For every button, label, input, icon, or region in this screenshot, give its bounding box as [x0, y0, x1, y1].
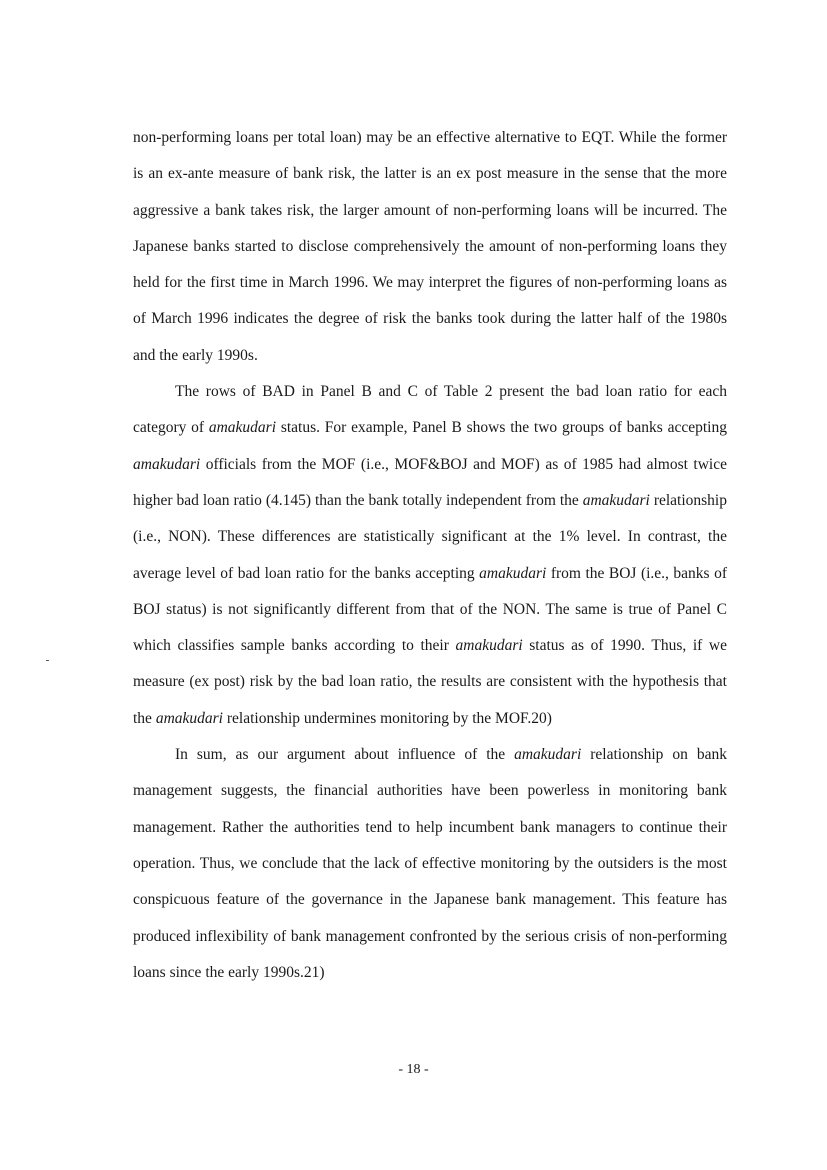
body-text [133, 120, 727, 991]
text-segment: from the BOJ (i.e., banks of BOJ status) is not significantly different from that of the NON. The same is true of Panel C which classifies sample banks according to their [133, 564, 727, 655]
paragraph-1 [133, 120, 727, 374]
italic-term: amakudari [208, 419, 277, 437]
paragraph-3 [133, 737, 727, 991]
text-segment: relationship undermines monitoring by the MOF.20) [222, 709, 552, 727]
text-segment: non-performing loans per total loan) may be an effective alternative to EQT. While the former is an ex-ante measure of bank risk, the latter is an ex post measure in the sense that the more aggressive a bank takes risk, the larger amount of non-performing loans will be incurred. The Japanese banks started to disclose comprehensively the amount of non-performing loans they held for the first time in March 1996. We may interpret the figures of non-performing loans as of March 1996 indicates the degree of risk the banks took during the latter half of the 1980s and the early 1990s. [133, 129, 727, 364]
text-segment: officials from the MOF (i.e., MOF&BOJ and MOF) as of 1985 had almost twice higher bad loan ratio (4.145) than the bank totally independent from the [133, 455, 727, 509]
italic-term: amakudari [155, 709, 223, 727]
text-segment: The rows of BAD in Panel B and C of Table 2 present the bad loan ratio for each category of [133, 383, 727, 437]
paragraph-2 [133, 374, 727, 737]
text-segment: status as of 1990. Thus, if we measure (ex post) risk by the bad loan ratio, the results are consistent with the hypothesis that the [133, 637, 727, 727]
page-number: - 18 - [398, 1062, 429, 1077]
margin-mark [46, 660, 49, 661]
text-segment: status. For example, Panel B shows the two groups of banks accepting [276, 419, 727, 437]
text-segment: relationship on bank management suggests, the financial authorities have been powerless in monitoring bank management. Rather the authorities tend to help incumbent bank managers to continue their operation. Thus, we conclude that the lack of effective monitoring by the outsiders is the most conspicuous feature of the governance in the Japanese bank management. This feature has produced inflexibility of bank management confronted by the serious crisis of non-performing loans since the early 1990s.21) [133, 746, 727, 981]
italic-term: amakudari [582, 491, 650, 509]
text-segment: relationship (i.e., NON). These differences are statistically significant at the 1% level. In contrast, the average level of bad loan ratio for the banks accepting [133, 491, 727, 582]
italic-term: amakudari [514, 746, 582, 764]
text-segment: In sum, as our argument about influence of the [175, 746, 515, 764]
italic-term: amakudari [133, 455, 201, 473]
italic-term: amakudari [455, 637, 523, 655]
italic-term: amakudari [479, 564, 547, 582]
